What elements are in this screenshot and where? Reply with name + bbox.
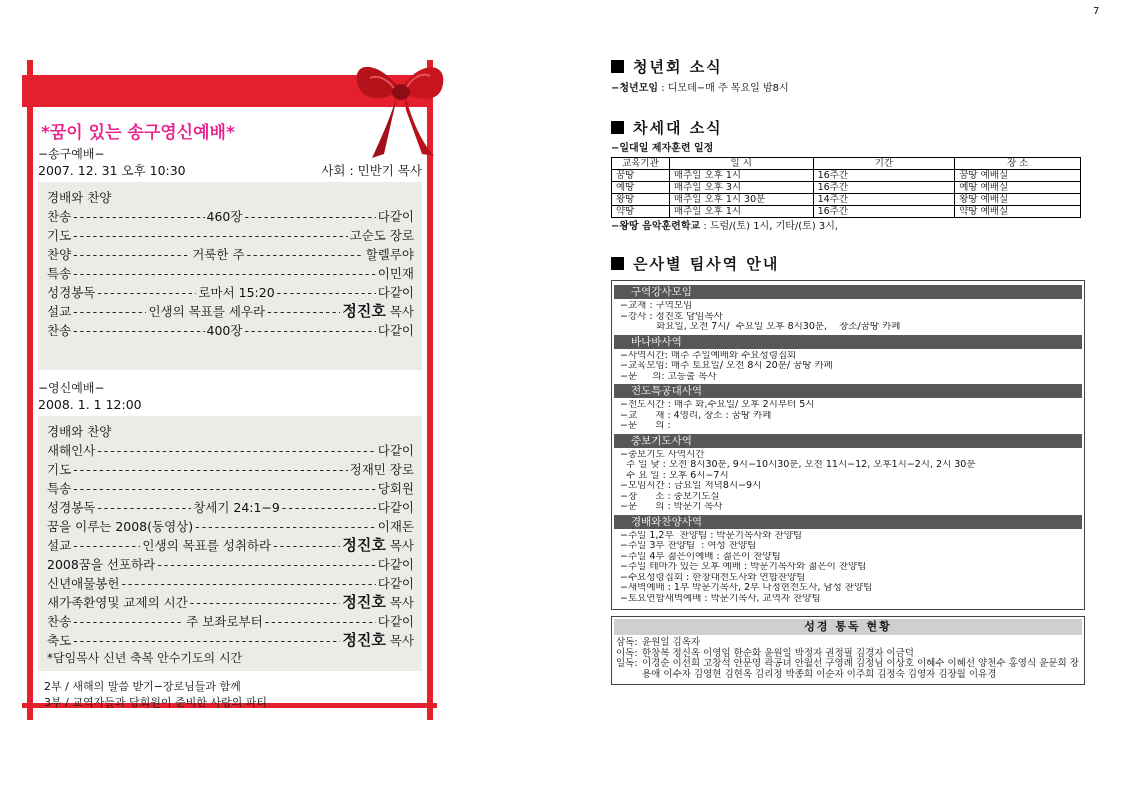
discipleship-subtitle: −일대일 제자훈련 일정 [611, 143, 714, 154]
ministry-line: −문 의 : [620, 421, 671, 431]
ministry-line: −토요연합새벽예배 : 박문기목사, 교역자 찬양팀 [620, 593, 821, 604]
ministry-line: −중보기도 사역시간 [620, 449, 705, 460]
item-person [366, 245, 414, 264]
table-cell: 매주일 오후 1시 30분 [669, 194, 813, 206]
item-name: 성경봉독 [47, 500, 96, 515]
item-name: 설교 [47, 538, 72, 553]
table-header-cell: 일 시 [669, 158, 813, 170]
ministry-line: −교육모임: 매주 토요일/ 오전 8시 20분/ 꿈땅 카페 [620, 361, 833, 371]
item-person [342, 536, 414, 555]
item-person [378, 574, 414, 593]
songgu-heading: 경배와 찬양 [47, 190, 112, 205]
table-cell: 16주간 [813, 170, 955, 182]
ministry-line: −강사 : 정진호 담임목사 [620, 311, 723, 322]
program-item [47, 460, 414, 479]
section-title: 은사별 팀사역 안내 [633, 255, 780, 273]
program-item [47, 245, 414, 264]
item-role: 다같이 [377, 500, 414, 515]
bible-reading-list [614, 635, 1082, 682]
item-person [378, 479, 414, 498]
dotted-leader [265, 612, 376, 631]
item-role: 고순도 장로 [349, 228, 414, 243]
item-detail: 로마서 15:20 [198, 285, 275, 300]
youth-news-heading [611, 56, 1087, 77]
item-name: 특송 [47, 266, 72, 281]
bible-reading-title: 성경 통독 현황 [614, 619, 1082, 635]
songgu-label: −송구예배− [38, 147, 105, 161]
ministry-line: −교 재 : 4영리, 장소 : 꿈땅 카페 [620, 410, 772, 421]
ministry-block-heading: 전도특공대사역 [614, 384, 1082, 398]
dotted-leader [73, 612, 184, 631]
item-role: 정재민 장로 [349, 462, 414, 477]
table-header-cell: 교육기관 [612, 158, 670, 170]
ministry-heading [611, 253, 1087, 274]
ministry-block-text [614, 531, 1082, 605]
ministry-block-text [614, 301, 1082, 333]
ministry-line: −주일 4부 젊은이예배 : 젊은이 찬양팀 [620, 551, 781, 562]
item-person [378, 283, 414, 302]
reading-names: 한창복 정신옥 이영임 한순화 윤원일 박정자 권정필 김경자 이금덕 [642, 647, 914, 659]
ministry-block-heading: 바나바사역 [614, 335, 1082, 349]
yeongsin-program [38, 416, 422, 671]
item-person [378, 517, 414, 536]
yeongsin-date: 2008. 1. 1 12:00 [38, 397, 142, 412]
item-name: 기도 [47, 462, 72, 477]
dotted-leader [73, 226, 347, 245]
item-person [342, 631, 414, 650]
table-cell: 꿈땅 예배실 [955, 170, 1081, 182]
item-role: 목사 [389, 304, 414, 319]
ministry-line: −장 소 : 중보기도실 [620, 491, 720, 502]
program-item [47, 555, 414, 574]
preacher-name: 정진호 [342, 302, 386, 320]
dotted-leader [73, 302, 146, 321]
ministry-block-text [614, 450, 1082, 513]
item-role: 다같이 [377, 443, 414, 458]
ministry-block-text [614, 400, 1082, 432]
table-row [612, 194, 1081, 206]
dotted-leader [73, 631, 340, 650]
left-page [38, 118, 422, 711]
item-name: 2008꿈을 선포하라 [47, 557, 156, 572]
dotted-leader [157, 555, 376, 574]
item-detail: 인생의 목표를 세우라 [148, 304, 266, 319]
songgu-date: 2007. 12. 31 오후 10:30 [38, 163, 186, 178]
item-detail: 460장 [206, 209, 243, 224]
table-cell: 16주간 [813, 182, 955, 194]
item-name: 설교 [47, 304, 72, 319]
ministry-line: −모임시간 : 금요일 저녁8시−9시 [620, 481, 762, 491]
item-name: 새해인사 [47, 443, 96, 458]
item-role: 목사 [389, 633, 414, 648]
nextgen-news-heading [611, 117, 1087, 138]
table-row [612, 206, 1081, 218]
dotted-leader [97, 283, 196, 302]
reading-count: 삼독: [616, 637, 638, 648]
table-cell: 매주일 오후 1시 [669, 170, 813, 182]
item-detail: 거룩한 주 [192, 247, 245, 262]
reading-names: 윤원일 김옥자 [642, 637, 701, 648]
item-person [342, 302, 414, 321]
item-role: 이재돈 [377, 519, 414, 534]
ministry-line: −전도시간 : 매주 화,수요일/ 오후 2시부터 5시 [620, 400, 815, 410]
ministry-line: 화요일, 오전 7시/ 수요일 오후 8시30분, 장소/꿈땅 카페 [620, 322, 901, 332]
item-role: 할렐루야 [365, 247, 414, 262]
ministry-line: 주 일 낮 : 오전 8시30분, 9시−10시30분, 오전 11시−12, 오후1시−2시, 2시 30분 [620, 460, 976, 470]
discipleship-table [611, 157, 1081, 218]
item-name: 꿈을 이루는 2008(동영상) [47, 519, 194, 534]
item-role: 다같이 [377, 614, 415, 629]
program-item [47, 283, 414, 302]
program-item [47, 321, 414, 340]
item-person [378, 264, 414, 283]
preacher-name: 정진호 [342, 631, 386, 649]
table-cell: 예땅 예배실 [955, 182, 1081, 194]
dotted-leader [97, 441, 375, 460]
item-name: 찬송 [47, 614, 72, 629]
item-role: 목사 [389, 595, 414, 610]
yeongsin-heading: 경배와 찬양 [47, 424, 112, 439]
preacher-name: 정진호 [342, 593, 386, 611]
table-cell: 매주일 오후 1시 [669, 206, 813, 218]
square-bullet-icon [611, 257, 624, 270]
item-role: 다같이 [377, 285, 414, 300]
reading-count: 일독: [616, 658, 638, 669]
item-name: 축도 [47, 633, 72, 648]
footnote: 3부 / 교역자들과 당회원이 준비한 사랑의 파티 [44, 696, 267, 709]
dotted-leader [73, 207, 204, 226]
table-cell: 16주간 [813, 206, 955, 218]
item-detail: 창세기 24:1−9 [193, 500, 280, 515]
ministry-line: −문 의: 고등출 목사 [620, 371, 717, 382]
ministry-line: −주일 1,2부 찬양팀 : 박문기목사와 찬양팀 [620, 530, 803, 541]
yeongsin-label: −영신예배− [38, 381, 105, 395]
preacher-name: 정진호 [342, 536, 386, 554]
reading-row [616, 638, 1080, 649]
program-item [47, 479, 414, 498]
section-title: 차세대 소식 [633, 119, 723, 137]
table-header-cell: 기간 [813, 158, 955, 170]
youth-meeting-text: : 디모데−매 주 목요일 밤8시 [658, 83, 789, 94]
dotted-leader [273, 536, 340, 555]
item-role: 이민재 [377, 266, 414, 281]
footnote: 2부 / 새해의 말씀 받기−장로님들과 함께 [44, 680, 241, 693]
dotted-leader [244, 207, 375, 226]
ministry-line: −문 의 : 박문기 목사 [620, 502, 723, 512]
table-cell: 왕땅 [612, 194, 670, 206]
item-detail: 인생의 목표를 성취하라 [142, 538, 272, 553]
program-item [47, 593, 414, 612]
songgu-host: 사회 : 민반기 목사 [321, 163, 422, 178]
ministry-line: −사역시간: 매주 주일예배와 수요성령집회 [620, 350, 797, 361]
right-page [611, 56, 1087, 685]
ministry-line: −교재 : 구역모임 [620, 301, 693, 311]
songgu-items [47, 207, 414, 340]
item-role: 당회원 [377, 481, 414, 496]
ministry-block-heading: 중보기도사역 [614, 434, 1082, 448]
dotted-leader [73, 460, 347, 479]
dotted-leader [244, 321, 375, 340]
item-name: 찬양 [47, 247, 72, 262]
item-role: 다같이 [377, 323, 415, 338]
dotted-leader [97, 498, 191, 517]
dotted-leader [73, 264, 376, 283]
program-item [47, 441, 414, 460]
item-name: 새가족환영및 교제의 시간 [47, 595, 188, 610]
table-header-cell: 장 소 [955, 158, 1081, 170]
songgu-program [38, 182, 422, 370]
program-item [47, 517, 414, 536]
reading-names: 이경순 이선희 고창석 안문영 곽공녀 안월선 구영례 김정님 이상호 이혜수 이혜선 양천수 홍영식 윤문희 장용애 이수자 김영현 김현옥 김리정 박종희 이순자 이주희 김정숙 김영자 김장월 이유경 [642, 658, 1079, 680]
item-name: 특송 [47, 481, 72, 496]
square-bullet-icon [611, 121, 624, 134]
ministry-block-text [614, 351, 1082, 383]
ministry-line: −주일 3부 찬양팀 : 여성 찬양팀 [620, 541, 757, 551]
table-row [612, 170, 1081, 182]
item-person [350, 460, 414, 479]
item-role: 다같이 [377, 557, 414, 572]
ministry-line: 수 요 일 : 오후 6시−7시 [620, 470, 729, 481]
dotted-leader [277, 283, 376, 302]
ministry-line: −수요성령집회 : 한창대전도사와 연합찬양팀 [620, 572, 806, 583]
item-person [378, 321, 414, 340]
item-role: 다같이 [377, 576, 414, 591]
ribbon-left-band [27, 60, 33, 720]
item-detail: 주 보좌로부터 [186, 614, 263, 629]
program-item [47, 536, 414, 555]
dotted-leader [73, 321, 204, 340]
table-header-row [612, 158, 1081, 170]
music-school-line [611, 220, 1087, 233]
blessing-note: *담임목사 신년 축복 안수기도의 시간 [47, 651, 243, 665]
item-detail: 400장 [206, 323, 243, 338]
program-item [47, 264, 414, 283]
item-name: 성경봉독 [47, 285, 96, 300]
table-cell: 14주간 [813, 194, 955, 206]
yeongsin-header-row [38, 396, 422, 414]
item-role: 목사 [389, 538, 415, 553]
program-item [47, 498, 414, 517]
dotted-leader [267, 302, 340, 321]
item-name: 찬송 [47, 323, 72, 338]
dotted-leader [247, 245, 364, 264]
ministry-block-heading: 경배와찬양사역 [614, 515, 1082, 529]
footnotes [44, 679, 422, 711]
item-name: 신년애물봉헌 [47, 576, 120, 591]
program-item [47, 226, 414, 245]
yeongsin-items [47, 441, 414, 650]
item-person [378, 441, 414, 460]
ministry-line: −주일 테마가 있는 오후 예배 : 박문기목사와 젊은이 찬양팀 [620, 562, 867, 572]
program-item [47, 631, 414, 650]
table-cell: 매주일 오후 3시 [669, 182, 813, 194]
bible-reading-box [611, 616, 1085, 685]
program-item [47, 574, 414, 593]
item-name: 찬송 [47, 209, 72, 224]
page-number: 7 [1093, 6, 1100, 17]
item-person [350, 226, 414, 245]
songgu-header-row [38, 162, 422, 180]
ministry-box [611, 280, 1085, 610]
dotted-leader [73, 536, 140, 555]
item-role: 다같이 [377, 209, 415, 224]
table-cell: 약땅 예배실 [955, 206, 1081, 218]
program-item [47, 302, 414, 321]
ministry-block-heading: 구역강사모임 [614, 285, 1082, 299]
item-person [378, 555, 414, 574]
dotted-leader [195, 517, 376, 536]
dotted-leader [190, 593, 341, 612]
dotted-leader [73, 479, 376, 498]
table-row [612, 182, 1081, 194]
reading-count: 이독: [616, 647, 638, 659]
youth-meeting-label: −청년모임 [611, 83, 659, 94]
program-item [47, 207, 414, 226]
table-cell: 예땅 [612, 182, 670, 194]
section-title: 청년회 소식 [633, 58, 723, 76]
dotted-leader [73, 245, 190, 264]
table-cell: 왕땅 예배실 [955, 194, 1081, 206]
music-school-label: −왕땅 음악훈련학교 [611, 221, 701, 232]
dotted-leader [121, 574, 375, 593]
item-person [378, 207, 414, 226]
youth-meeting-line [611, 82, 1087, 95]
item-person [378, 612, 414, 631]
table-cell: 꿈땅 [612, 170, 670, 182]
reading-row [616, 659, 1080, 680]
dotted-leader [282, 498, 376, 517]
item-person [342, 593, 414, 612]
table-cell: 약땅 [612, 206, 670, 218]
program-item [47, 612, 414, 631]
music-school-text: : 드럼/(토) 1시, 기타/(토) 3시, [700, 221, 839, 232]
square-bullet-icon [611, 60, 624, 73]
ministry-line: −새벽예배 : 1부 박문기목사, 2부 나정현전도사, 남성 찬양팀 [620, 583, 873, 593]
item-name: 기도 [47, 228, 72, 243]
service-title: *꿈이 있는 송구영신예배* [41, 123, 235, 143]
item-person [378, 498, 414, 517]
